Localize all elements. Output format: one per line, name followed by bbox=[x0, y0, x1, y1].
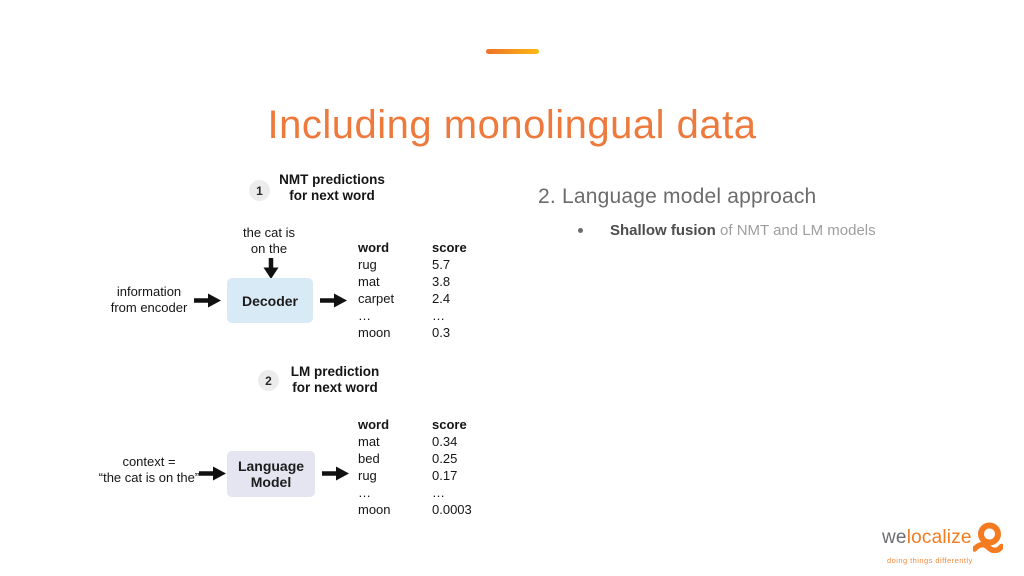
right-arrow-icon bbox=[194, 293, 221, 308]
table-row bbox=[358, 433, 472, 450]
score-cell: … bbox=[432, 308, 445, 323]
down-arrow-icon bbox=[263, 258, 279, 279]
word-cell: … bbox=[358, 308, 371, 323]
right-arrow-icon bbox=[322, 466, 349, 481]
word-cell: mat bbox=[358, 274, 380, 289]
score-header: score bbox=[432, 240, 467, 255]
step-1-badge bbox=[249, 180, 270, 201]
score-cell: 3.8 bbox=[432, 274, 451, 289]
lm-heading-line2: for next word bbox=[292, 380, 378, 395]
word-cell: rug bbox=[358, 257, 377, 272]
lm-heading bbox=[275, 364, 395, 396]
word-cell: carpet bbox=[358, 291, 395, 306]
step-2-number: 2 bbox=[265, 373, 272, 388]
lm-heading-line1: LM prediction bbox=[290, 364, 380, 379]
word-header: word bbox=[358, 240, 390, 255]
word-cell: bed bbox=[358, 451, 380, 466]
logo-row bbox=[882, 520, 1012, 555]
decoder-input-line2: on the bbox=[250, 240, 288, 256]
table-row bbox=[358, 290, 467, 307]
decoder-input-label bbox=[219, 225, 319, 256]
nmt-heading-line1: NMT predictions bbox=[279, 172, 385, 187]
approach-bullet bbox=[578, 221, 876, 240]
table-row bbox=[358, 450, 472, 467]
logo-wordmark bbox=[882, 527, 972, 549]
score-cell: 0.25 bbox=[432, 451, 458, 466]
score-cell: 0.17 bbox=[432, 468, 458, 483]
score-cell: 0.34 bbox=[432, 434, 458, 449]
lm-score-table bbox=[358, 416, 472, 518]
approach-heading: 2. Language model approach bbox=[538, 185, 817, 208]
word-cell: mat bbox=[358, 434, 380, 449]
welocalize-mark-icon bbox=[973, 522, 1003, 555]
right-arrow-icon bbox=[320, 293, 347, 308]
lm-box-line1: Language bbox=[237, 458, 305, 474]
nmt-score-table bbox=[358, 239, 467, 341]
lm-context-line2: “the cat is on the” bbox=[98, 469, 200, 485]
lm-context-line1: context = bbox=[122, 454, 176, 469]
decoder-box bbox=[227, 278, 313, 323]
score-cell: … bbox=[432, 485, 445, 500]
nmt-heading bbox=[272, 172, 392, 204]
table-header-row bbox=[358, 239, 467, 256]
decoder-box-label: Decoder bbox=[241, 292, 299, 309]
slide-title: Including monolingual data bbox=[267, 102, 757, 147]
score-cell: 5.7 bbox=[432, 257, 451, 272]
table-row bbox=[358, 273, 467, 290]
language-model-box bbox=[227, 451, 315, 497]
bullet-dot-icon bbox=[578, 228, 583, 233]
accent-bar bbox=[486, 49, 539, 54]
encoder-info-label bbox=[98, 284, 200, 315]
encoder-info-line2: from encoder bbox=[110, 299, 188, 315]
word-header: word bbox=[358, 417, 390, 432]
score-header: score bbox=[432, 417, 467, 432]
logo-localize: localize bbox=[906, 526, 972, 548]
word-cell: moon bbox=[358, 325, 391, 340]
table-row bbox=[358, 501, 472, 518]
encoder-info-line1: information bbox=[116, 284, 182, 299]
lm-context-label bbox=[92, 454, 206, 485]
logo-we: we bbox=[882, 526, 907, 548]
table-row bbox=[358, 467, 472, 484]
table-row bbox=[358, 324, 467, 341]
step-1-number: 1 bbox=[256, 183, 263, 198]
score-cell: 0.0003 bbox=[432, 502, 472, 517]
word-cell: rug bbox=[358, 468, 377, 483]
right-arrow-icon bbox=[199, 466, 226, 481]
bullet-text-rest: of NMT and LM models bbox=[715, 222, 876, 239]
decoder-input-line1: the cat is bbox=[242, 225, 296, 240]
word-cell: moon bbox=[358, 502, 391, 517]
nmt-heading-line2: for next word bbox=[289, 188, 375, 203]
logo-tagline: doing things differently bbox=[887, 556, 973, 565]
lm-box-line2: Model bbox=[250, 474, 292, 490]
bullet-text-bold: Shallow fusion bbox=[610, 222, 716, 239]
welocalize-logo bbox=[882, 520, 1012, 565]
word-cell: … bbox=[358, 485, 371, 500]
score-cell: 2.4 bbox=[432, 291, 451, 306]
score-cell: 0.3 bbox=[432, 325, 451, 340]
table-row bbox=[358, 484, 472, 501]
table-row bbox=[358, 307, 467, 324]
bullet-text bbox=[610, 221, 876, 240]
table-header-row bbox=[358, 416, 472, 433]
table-row bbox=[358, 256, 467, 273]
